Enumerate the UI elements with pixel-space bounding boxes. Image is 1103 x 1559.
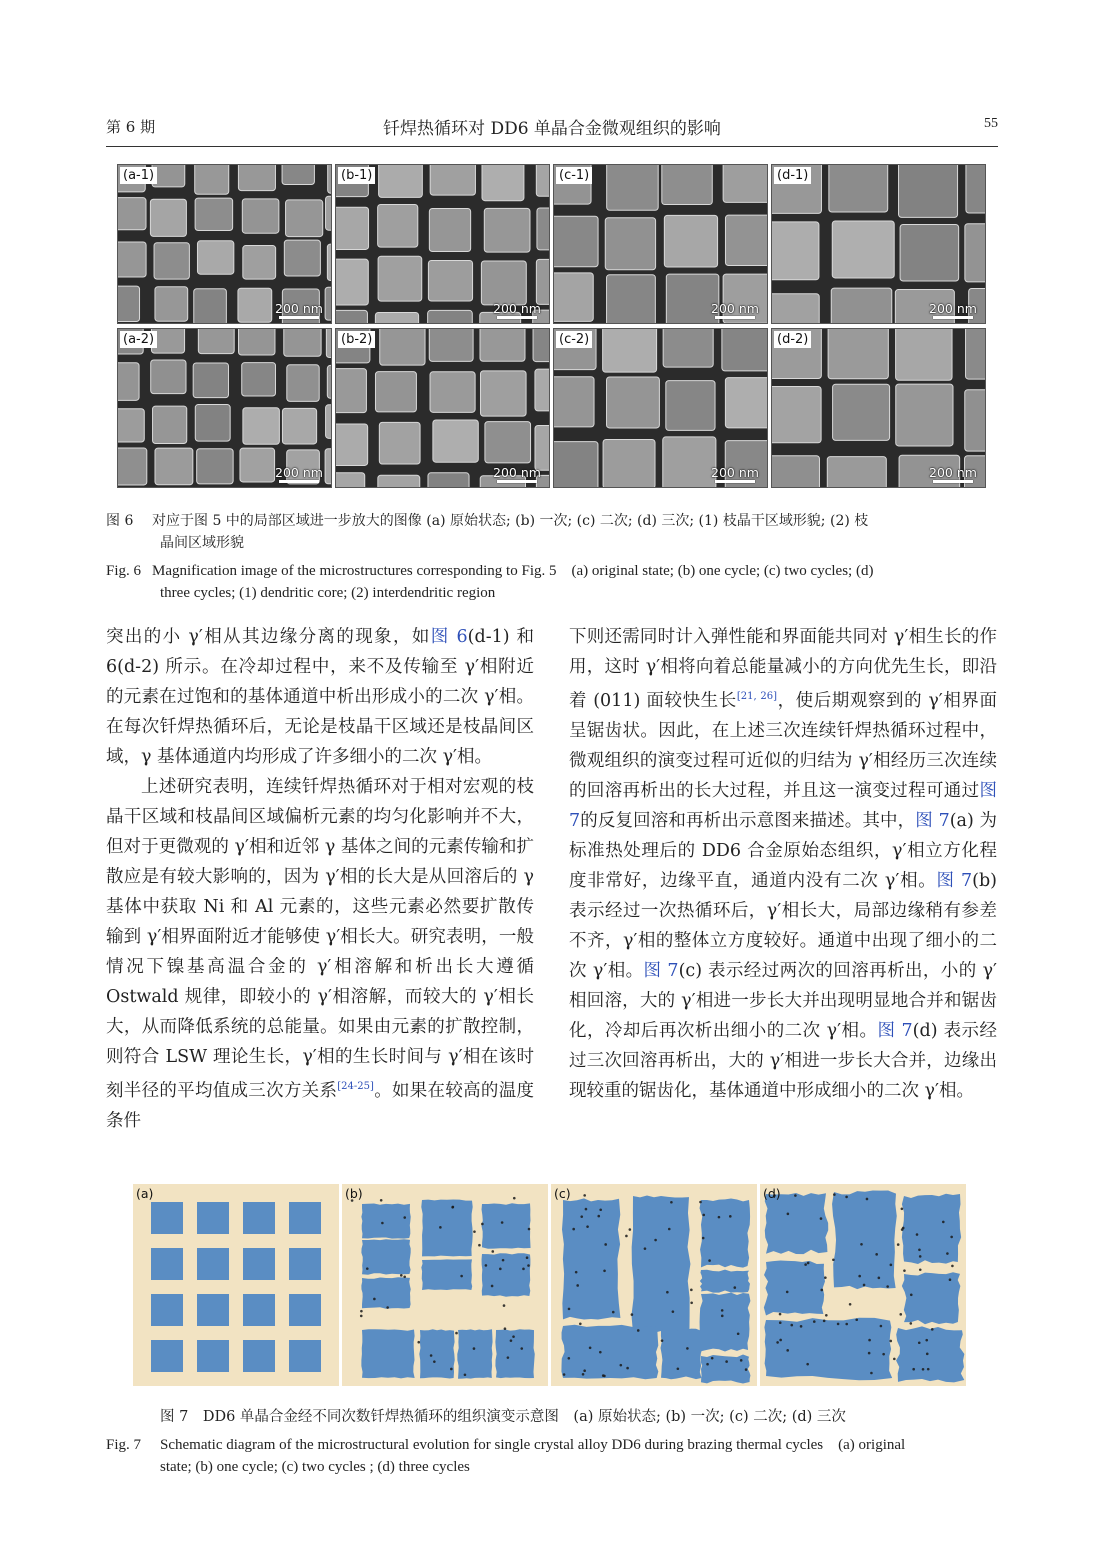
secondary-gamma-prime-dot xyxy=(787,1213,790,1216)
secondary-gamma-prime-dot xyxy=(878,1277,881,1280)
figure-link[interactable]: 图 7 xyxy=(569,780,997,831)
secondary-gamma-prime-dot xyxy=(718,1216,721,1219)
secondary-gamma-prime-dot xyxy=(637,1329,640,1332)
sem-micrograph xyxy=(336,165,549,323)
gamma-prime-precipitate xyxy=(832,1191,897,1290)
secondary-gamma-prime-dot xyxy=(690,1301,693,1304)
paragraph: 下则还需同时计入弹性能和界面能共同对 γ′相生长的作用，这时 γ′相将向着总能量减小的方向优先生长，即沿着 (011) 面较快生长[21, 26]，使后期观察到的 γ′相界面呈锯齿状。因此，在上述三次连续钎焊热循环过程中，微观组织的演变过程可近似的归结为 γ′相经历三次连续的回溶再析出的长大过程，并且这一演变过程可通过图 7的反复回溶和再析出示意图来描述。其中，图 7(a) 为标准热处理后的 DD6 合金原始态组织，γ′相立方化程度非常好，边缘平直，通道内没有二次 γ′相。图 7(b) 表示经过一次热循环后，γ′相长大，局部边缘稍有参差不齐，γ′相的整体立方度较好。通道中出现了细小的二次 γ′相。图 7(c) 表示经过两次的回溶再析出，小的 γ′相回溶，大的 γ′相进一步长大并出现明显地合并和锯齿化，冷却后再次析出细小的二次 γ′相。图 7(d) 表示经过三次回溶再析出，大的 γ′相进一步长大合并，边缘出现较重的锯齿化，基体通道中形成细小的二次 γ′相。 xyxy=(569,627,998,1101)
secondary-gamma-prime-dot xyxy=(845,1196,848,1199)
gamma-prime-precipitate xyxy=(764,1261,825,1316)
scale-bar xyxy=(927,465,979,483)
secondary-gamma-prime-dot xyxy=(520,1347,523,1350)
secondary-gamma-prime-dot xyxy=(950,1236,953,1239)
gamma-prime-cube xyxy=(289,1248,321,1280)
secondary-gamma-prime-dot xyxy=(702,1214,705,1217)
secondary-gamma-prime-dot xyxy=(863,1284,866,1287)
secondary-gamma-prime-dot xyxy=(612,1311,615,1314)
panel-label: (b) xyxy=(345,1186,363,1201)
gamma-prime-precipitate xyxy=(561,1325,658,1379)
secondary-gamma-prime-dot xyxy=(403,1275,406,1278)
secondary-gamma-prime-dot xyxy=(931,1328,934,1331)
secondary-gamma-prime-dot xyxy=(629,1228,632,1231)
gamma-prime-precipitate xyxy=(482,1253,531,1296)
secondary-gamma-prime-dot xyxy=(706,1363,709,1366)
secondary-gamma-prime-dot xyxy=(737,1332,740,1335)
paragraph: 上述研究表明，连续钎焊热循环对于相对宏观的枝晶干区域和枝晶间区域偏析元素的均匀化影响并不大，但对于更微观的 γ′相和近邻 γ 基体之间的元素传输和扩散应是有较大影响的，因为 γ′相的长大是从回溶后的 γ 基体中获取 Ni 和 Al 元素的，这些元素必然要扩散传输到 γ′相界面附近才能够使 γ′相长大。研究表明，一般情况下镍基高温合金的 γ′相溶解和析出长大遵循 Ostwald 规律，即较小的 γ′相溶解，而较大的 γ′相长大，从而降低系统的总能量。如果由元素的扩散控制，则符合 LSW 理论生长，γ′相的生长时间与 γ′相在该时刻半径的平均值成三次方关系[24-25]。如果在较高的温度条件 xyxy=(106,777,535,1131)
gamma-prime-precipitate xyxy=(700,1198,751,1267)
sem-micrograph xyxy=(772,329,985,487)
sem-panel xyxy=(553,328,768,488)
secondary-gamma-prime-dot xyxy=(690,1289,693,1292)
gamma-prime-cube xyxy=(289,1202,321,1234)
secondary-gamma-prime-dot xyxy=(807,1262,810,1265)
secondary-gamma-prime-dot xyxy=(526,1256,529,1259)
secondary-gamma-prime-dot xyxy=(740,1359,743,1362)
gamma-prime-cube xyxy=(243,1294,275,1326)
figure-link[interactable]: 图 7 xyxy=(643,960,679,981)
secondary-gamma-prime-dot xyxy=(745,1368,748,1371)
secondary-gamma-prime-dot xyxy=(721,1309,724,1312)
scale-bar xyxy=(273,465,325,483)
sem-micrograph xyxy=(772,165,985,323)
scale-bar xyxy=(709,465,761,483)
gamma-prime-precipitate xyxy=(419,1329,454,1378)
secondary-gamma-prime-dot xyxy=(666,1291,669,1294)
secondary-gamma-prime-dot xyxy=(823,1320,826,1323)
gamma-prime-cube xyxy=(289,1294,321,1326)
gamma-prime-cube xyxy=(197,1202,229,1234)
scale-bar-label: 200 nm xyxy=(275,301,323,316)
scale-bar-line xyxy=(715,316,755,319)
secondary-gamma-prime-dot xyxy=(686,1347,689,1350)
sem-micrograph xyxy=(118,165,331,323)
secondary-gamma-prime-dot xyxy=(849,1303,852,1306)
scale-bar xyxy=(273,301,325,319)
sem-panel xyxy=(771,164,986,324)
sem-micrograph xyxy=(336,329,549,487)
secondary-gamma-prime-dot xyxy=(951,1265,954,1268)
secondary-gamma-prime-dot xyxy=(820,1289,823,1292)
secondary-gamma-prime-dot xyxy=(360,1310,363,1313)
secondary-gamma-prime-dot xyxy=(563,1373,566,1376)
panel-label: (b-1) xyxy=(338,167,375,184)
secondary-gamma-prime-dot xyxy=(899,1313,902,1316)
secondary-gamma-prime-dot xyxy=(433,1360,436,1363)
sem-panel xyxy=(335,164,550,324)
secondary-gamma-prime-dot xyxy=(360,1315,363,1318)
secondary-gamma-prime-dot xyxy=(625,1235,628,1238)
gamma-prime-cube xyxy=(197,1340,229,1372)
caption-cn-line1: 对应于图 5 中的局部区域进一步放大的图像 (a) 原始状态; (b) 一次; (c) 二次; (d) 三次; (1) 枝晶干区域形貌; (2) 枝 xyxy=(152,513,869,529)
secondary-gamma-prime-dot xyxy=(527,1264,530,1267)
secondary-gamma-prime-dot xyxy=(602,1374,605,1377)
sem-micrograph xyxy=(118,329,331,487)
header-rule xyxy=(106,146,998,147)
panel-label: (a-2) xyxy=(120,331,157,348)
secondary-gamma-prime-dot xyxy=(806,1363,809,1366)
figure-6-grid xyxy=(117,164,986,489)
body-column-right xyxy=(569,622,997,1106)
secondary-gamma-prime-dot xyxy=(499,1268,502,1271)
citation-link[interactable]: [21, 26] xyxy=(736,691,777,702)
scale-bar xyxy=(927,301,979,319)
secondary-gamma-prime-dot xyxy=(386,1306,389,1309)
secondary-gamma-prime-dot xyxy=(528,1228,531,1231)
secondary-gamma-prime-dot xyxy=(800,1325,803,1328)
secondary-gamma-prime-dot xyxy=(870,1372,873,1375)
secondary-gamma-prime-dot xyxy=(910,1293,913,1296)
secondary-gamma-prime-dot xyxy=(918,1341,921,1344)
secondary-gamma-prime-dot xyxy=(855,1318,858,1321)
secondary-gamma-prime-dot xyxy=(510,1339,513,1342)
scale-bar-label: 200 nm xyxy=(711,465,759,480)
secondary-gamma-prime-dot xyxy=(711,1357,714,1360)
scale-bar-label: 200 nm xyxy=(493,301,541,316)
secondary-gamma-prime-dot xyxy=(868,1339,871,1342)
secondary-gamma-prime-dot xyxy=(919,1255,922,1258)
secondary-gamma-prime-dot xyxy=(820,1217,823,1220)
secondary-gamma-prime-dot xyxy=(901,1228,904,1231)
secondary-gamma-prime-dot xyxy=(672,1310,675,1313)
secondary-gamma-prime-dot xyxy=(668,1228,671,1231)
gamma-prime-precipitate xyxy=(361,1204,410,1239)
secondary-gamma-prime-dot xyxy=(381,1222,384,1225)
gamma-prime-precipitate xyxy=(421,1199,472,1256)
citation-link[interactable]: [24-25] xyxy=(337,1081,374,1092)
secondary-gamma-prime-dot xyxy=(890,1264,893,1267)
secondary-gamma-prime-dot xyxy=(909,1322,912,1325)
secondary-gamma-prime-dot xyxy=(677,1367,680,1370)
secondary-gamma-prime-dot xyxy=(776,1341,779,1344)
secondary-gamma-prime-dot xyxy=(430,1354,433,1357)
secondary-gamma-prime-dot xyxy=(833,1193,836,1196)
caption-en-line2: three cycles; (1) dendritic core; (2) interdendritic region xyxy=(160,585,496,601)
secondary-gamma-prime-dot xyxy=(481,1223,484,1226)
gamma-prime-precipitate xyxy=(457,1329,492,1378)
secondary-gamma-prime-dot xyxy=(450,1368,453,1371)
gamma-prime-cube xyxy=(151,1340,183,1372)
gamma-prime-cube xyxy=(151,1202,183,1234)
secondary-gamma-prime-dot xyxy=(455,1332,458,1335)
secondary-gamma-prime-dot xyxy=(729,1215,732,1218)
secondary-gamma-prime-dot xyxy=(503,1304,506,1307)
secondary-gamma-prime-dot xyxy=(460,1275,463,1278)
caption-cn-line2: 晶间区域形貌 xyxy=(160,535,244,551)
secondary-gamma-prime-dot xyxy=(604,1243,607,1246)
scale-bar-label: 200 nm xyxy=(711,301,759,316)
secondary-gamma-prime-dot xyxy=(583,1369,586,1372)
gamma-prime-precipitate xyxy=(701,1354,751,1383)
secondary-gamma-prime-dot xyxy=(603,1270,606,1273)
page-number: 55 xyxy=(984,116,998,131)
scale-bar-line xyxy=(933,316,973,319)
secondary-gamma-prime-dot xyxy=(901,1207,904,1210)
secondary-gamma-prime-dot xyxy=(507,1356,510,1359)
scale-bar-line xyxy=(279,480,319,483)
gamma-prime-precipitate xyxy=(361,1277,410,1308)
secondary-gamma-prime-dot xyxy=(572,1228,575,1231)
secondary-gamma-prime-dot xyxy=(597,1215,600,1218)
secondary-gamma-prime-dot xyxy=(512,1335,515,1338)
secondary-gamma-prime-dot xyxy=(568,1357,571,1360)
gamma-prime-cube xyxy=(243,1340,275,1372)
secondary-gamma-prime-dot xyxy=(620,1364,623,1367)
secondary-gamma-prime-dot xyxy=(832,1258,835,1261)
secondary-gamma-prime-dot xyxy=(903,1269,906,1272)
secondary-gamma-prime-dot xyxy=(897,1243,900,1246)
panel-label: (a) xyxy=(136,1186,154,1201)
secondary-gamma-prime-dot xyxy=(575,1271,578,1274)
secondary-gamma-prime-dot xyxy=(860,1243,863,1246)
secondary-gamma-prime-dot xyxy=(858,1275,861,1278)
scale-bar-label: 200 nm xyxy=(493,465,541,480)
secondary-gamma-prime-dot xyxy=(946,1252,949,1255)
secondary-gamma-prime-dot xyxy=(576,1284,579,1287)
secondary-gamma-prime-dot xyxy=(599,1208,602,1211)
secondary-gamma-prime-dot xyxy=(568,1308,571,1311)
panel-label: (c) xyxy=(554,1186,571,1201)
gamma-prime-precipitate xyxy=(631,1196,690,1334)
sem-micrograph xyxy=(554,329,767,487)
figure-7-caption-cn: 图 7 DD6 单晶合金经不同次数钎焊热循环的组织演变示意图 (a) 原始状态; (b) 一次; (c) 二次; (d) 三次 xyxy=(160,1409,846,1425)
scale-bar-label: 200 nm xyxy=(929,301,977,316)
panel-label: (b-2) xyxy=(338,331,375,348)
secondary-gamma-prime-dot xyxy=(721,1315,724,1318)
gamma-prime-precipitate xyxy=(896,1326,964,1382)
gamma-prime-precipitate xyxy=(765,1193,828,1254)
secondary-gamma-prime-dot xyxy=(918,1248,921,1251)
gamma-prime-cube xyxy=(151,1294,183,1326)
gamma-prime-precipitate xyxy=(495,1329,534,1378)
figure-link[interactable]: 图 7 xyxy=(915,810,950,831)
caption-en-line1: Magnification image of the microstructures corresponding to Fig. 5 (a) original state; (b) one cycle; (c) two cycles; (d) xyxy=(152,563,874,579)
scale-bar-line xyxy=(715,480,755,483)
secondary-gamma-prime-dot xyxy=(502,1259,505,1262)
secondary-gamma-prime-dot xyxy=(813,1320,816,1323)
secondary-gamma-prime-dot xyxy=(473,1347,476,1350)
secondary-gamma-prime-dot xyxy=(882,1353,885,1356)
gamma-prime-cube xyxy=(243,1248,275,1280)
secondary-gamma-prime-dot xyxy=(373,1298,376,1301)
secondary-gamma-prime-dot xyxy=(439,1226,442,1229)
secondary-gamma-prime-dot xyxy=(451,1206,454,1209)
scale-bar xyxy=(491,465,543,483)
secondary-gamma-prime-dot xyxy=(804,1263,807,1266)
secondary-gamma-prime-dot xyxy=(949,1278,952,1281)
scale-bar-line xyxy=(933,480,973,483)
figure-link[interactable]: 图 6 xyxy=(430,627,468,647)
panel-label: (a-1) xyxy=(120,167,157,184)
secondary-gamma-prime-dot xyxy=(504,1327,507,1330)
secondary-gamma-prime-dot xyxy=(579,1322,582,1325)
secondary-gamma-prime-dot xyxy=(779,1313,782,1316)
figure-6-caption-en: Fig. 6 Magnification image of the microstructures corresponding to Fig. 5 (a) original state; (b) one cycle; (c) two cycles; (d) three cycles; (1) dendritic core; (2) interdendritic region xyxy=(106,560,998,604)
secondary-gamma-prime-dot xyxy=(794,1194,797,1197)
secondary-gamma-prime-dot xyxy=(585,1208,588,1211)
gamma-prime-precipitate xyxy=(361,1239,410,1274)
secondary-gamma-prime-dot xyxy=(875,1253,878,1256)
panel-label: (d-2) xyxy=(774,331,811,348)
secondary-gamma-prime-dot xyxy=(702,1237,705,1240)
secondary-gamma-prime-dot xyxy=(779,1339,782,1342)
secondary-gamma-prime-dot xyxy=(661,1339,664,1342)
secondary-gamma-prime-dot xyxy=(670,1201,673,1204)
secondary-gamma-prime-dot xyxy=(485,1264,488,1267)
secondary-gamma-prime-dot xyxy=(790,1324,793,1327)
scale-bar-line xyxy=(279,316,319,319)
figure-link[interactable]: 图 7 xyxy=(877,1020,913,1041)
secondary-gamma-prime-dot xyxy=(501,1221,504,1224)
secondary-gamma-prime-dot xyxy=(513,1197,516,1200)
sem-panel xyxy=(117,328,332,488)
issue-number: 第 6 期 xyxy=(106,118,156,136)
secondary-gamma-prime-dot xyxy=(733,1286,736,1289)
body-column-left xyxy=(106,622,534,1136)
gamma-prime-precipitate xyxy=(700,1293,751,1352)
secondary-gamma-prime-dot xyxy=(400,1274,403,1277)
secondary-gamma-prime-dot xyxy=(825,1314,828,1317)
gamma-prime-cube xyxy=(151,1248,183,1280)
secondary-gamma-prime-dot xyxy=(380,1199,383,1202)
running-title: 钎焊热循环对 DD6 单晶合金微观组织的影响 xyxy=(383,119,721,139)
secondary-gamma-prime-dot xyxy=(582,1373,585,1376)
gamma-prime-cube xyxy=(197,1294,229,1326)
secondary-gamma-prime-dot xyxy=(866,1198,869,1201)
secondary-gamma-prime-dot xyxy=(837,1323,840,1326)
secondary-gamma-prime-dot xyxy=(845,1323,848,1326)
secondary-gamma-prime-dot xyxy=(473,1230,476,1233)
gamma-prime-precipitate xyxy=(764,1318,892,1380)
figure-7-caption-en: Fig. 7 Schematic diagram of the microstructural evolution for single crystal alloy DD6 during brazing thermal cycles (a) original state; (b) one cycle; (c) two cycles ; (d) three cycles xyxy=(106,1437,906,1475)
sem-panel xyxy=(335,328,550,488)
secondary-gamma-prime-dot xyxy=(654,1239,657,1242)
secondary-gamma-prime-dot xyxy=(631,1313,634,1316)
sem-micrograph xyxy=(554,165,767,323)
secondary-gamma-prime-dot xyxy=(522,1268,525,1271)
sem-panel xyxy=(553,164,768,324)
secondary-gamma-prime-dot xyxy=(942,1221,945,1224)
schematic-drawing xyxy=(133,1184,969,1386)
figure-link[interactable]: 图 7 xyxy=(936,870,973,891)
secondary-gamma-prime-dot xyxy=(916,1233,919,1236)
secondary-gamma-prime-dot xyxy=(464,1373,467,1376)
secondary-gamma-prime-dot xyxy=(580,1215,583,1218)
gamma-prime-precipitate xyxy=(902,1194,961,1264)
secondary-gamma-prime-dot xyxy=(786,1349,789,1352)
gamma-prime-cube xyxy=(197,1248,229,1280)
secondary-gamma-prime-dot xyxy=(880,1325,883,1328)
scale-bar-label: 200 nm xyxy=(275,465,323,480)
secondary-gamma-prime-dot xyxy=(417,1341,420,1344)
secondary-gamma-prime-dot xyxy=(779,1321,782,1324)
secondary-gamma-prime-dot xyxy=(626,1367,629,1370)
scale-bar-line xyxy=(497,316,537,319)
panel-label: (c-1) xyxy=(556,167,592,184)
secondary-gamma-prime-dot xyxy=(491,1250,494,1253)
sem-panel xyxy=(117,164,332,324)
gamma-prime-precipitate xyxy=(902,1272,961,1324)
scale-bar xyxy=(491,301,543,319)
secondary-gamma-prime-dot xyxy=(589,1346,592,1349)
secondary-gamma-prime-dot xyxy=(889,1340,892,1343)
secondary-gamma-prime-dot xyxy=(893,1358,896,1361)
secondary-gamma-prime-dot xyxy=(886,1285,889,1288)
secondary-gamma-prime-dot xyxy=(708,1259,711,1262)
secondary-gamma-prime-dot xyxy=(644,1247,647,1250)
figure-6-caption-cn: 图 6 对应于图 5 中的局部区域进一步放大的图像 (a) 原始状态; (b) 一次; (c) 二次; (d) 三次; (1) 枝晶干区域形貌; (2) 枝 晶间区域形貌 xyxy=(106,510,998,554)
scale-bar-line xyxy=(497,480,537,483)
secondary-gamma-prime-dot xyxy=(583,1194,586,1197)
gamma-prime-precipitate xyxy=(421,1259,472,1290)
secondary-gamma-prime-dot xyxy=(927,1368,930,1371)
panel-label: (d-1) xyxy=(774,167,811,184)
secondary-gamma-prime-dot xyxy=(599,1351,602,1354)
secondary-gamma-prime-dot xyxy=(491,1285,494,1288)
secondary-gamma-prime-dot xyxy=(824,1276,827,1279)
secondary-gamma-prime-dot xyxy=(922,1368,925,1371)
secondary-gamma-prime-dot xyxy=(868,1352,871,1355)
secondary-gamma-prime-dot xyxy=(478,1244,481,1247)
running-header xyxy=(106,116,998,144)
gamma-prime-precipitate xyxy=(361,1329,414,1378)
secondary-gamma-prime-dot xyxy=(366,1267,369,1270)
secondary-gamma-prime-dot xyxy=(725,1360,728,1363)
gamma-prime-precipitate xyxy=(700,1270,750,1293)
scale-bar xyxy=(709,301,761,319)
gamma-prime-precipitate xyxy=(661,1329,703,1380)
secondary-gamma-prime-dot xyxy=(925,1339,928,1342)
scale-bar-label: 200 nm xyxy=(929,465,977,480)
sem-panel xyxy=(771,328,986,488)
secondary-gamma-prime-dot xyxy=(586,1225,589,1228)
secondary-gamma-prime-dot xyxy=(786,1291,789,1294)
gamma-prime-precipitate xyxy=(482,1203,531,1248)
secondary-gamma-prime-dot xyxy=(926,1353,929,1356)
secondary-gamma-prime-dot xyxy=(403,1216,406,1219)
secondary-gamma-prime-dot xyxy=(699,1201,702,1204)
gamma-prime-cube xyxy=(289,1340,321,1372)
gamma-prime-precipitate xyxy=(562,1198,620,1319)
secondary-gamma-prime-dot xyxy=(919,1268,922,1271)
gamma-prime-cube xyxy=(243,1202,275,1234)
figure-7-schematic xyxy=(133,1184,969,1386)
secondary-gamma-prime-dot xyxy=(912,1368,915,1371)
paragraph: 突出的小 γ′相从其边缘分离的现象，如图 6(d-1) 和 6(d-2) 所示。在冷却过程中，来不及传输至 γ′相附近的元素在过饱和的基体通道中析出形成小的二次 γ′相。在每次钎焊热循环后，无论是枝晶干区域还是枝晶间区域，γ 基体通道内均形成了许多细小的二次 γ′相。 xyxy=(106,627,535,767)
panel-label: (d) xyxy=(763,1186,781,1201)
panel-label: (c-2) xyxy=(556,331,592,348)
